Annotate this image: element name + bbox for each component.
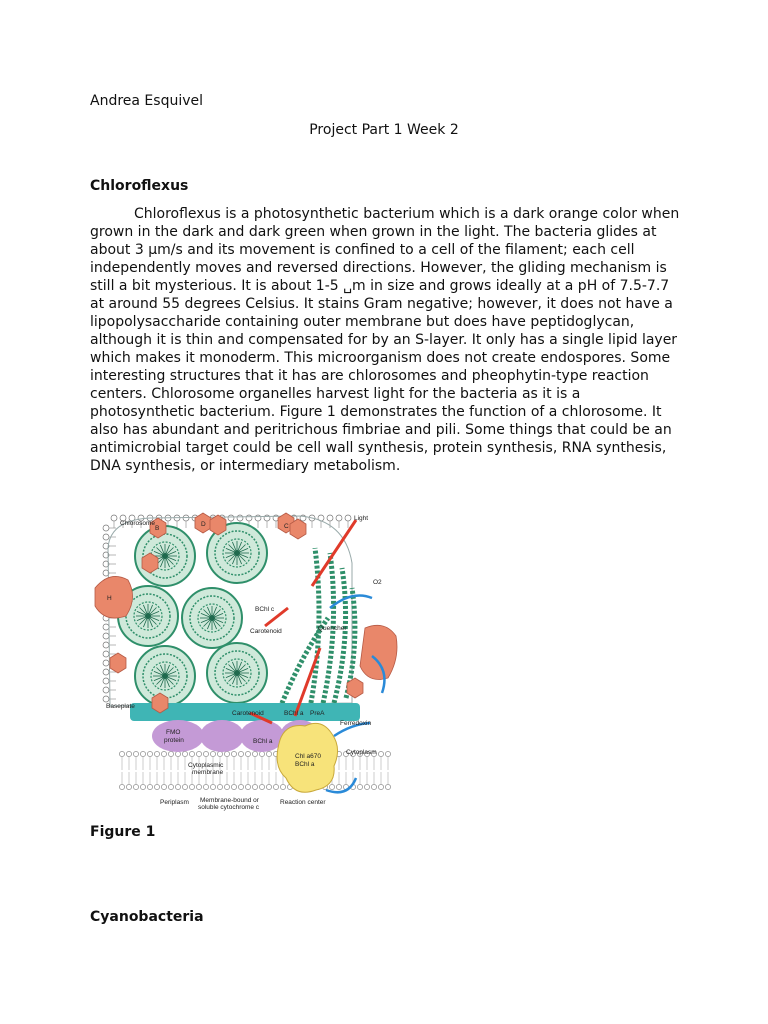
paragraph-line: independently moves and reversed directions. However, the gliding mechanism is — [90, 260, 667, 276]
membrane-lipid-bilayer — [119, 751, 390, 789]
chlorosome-diagram — [90, 508, 400, 813]
label-cytoplasm: Cytoplasm — [346, 749, 377, 756]
paragraph-line: which makes it monoderm. This microorganism does not create endospores. Some — [90, 350, 671, 366]
document-subtitle: Project Part 1 Week 2 — [309, 122, 459, 138]
label-ferredoxin: Ferredoxin — [340, 720, 372, 727]
label-membrane: membrane — [192, 769, 224, 776]
paragraph-line: although it is thin and compensated for by an S-layer. It only has a single lipid layer — [90, 332, 678, 348]
label-bchl-c: BChl c — [255, 606, 275, 613]
label-o2: O2 — [373, 579, 382, 586]
label-periplasm: Periplasm — [160, 799, 189, 806]
section-heading-cyanobacteria: Cyanobacteria — [90, 909, 204, 925]
label-baseplate: Baseplate — [106, 703, 135, 710]
label-protein-b: B — [155, 525, 160, 532]
label-chl-a670: Chl a670 — [295, 753, 322, 760]
label-soluble-cytochrome: soluble cytochrome c — [198, 804, 260, 811]
label-bchl-a-baseplate: BChl a — [284, 710, 304, 717]
figure-caption: Figure 1 — [90, 824, 156, 840]
label-prea: PreA — [310, 710, 325, 717]
label-bchl-a: BChl a — [253, 738, 273, 745]
label-light: Light — [354, 515, 369, 522]
paragraph-line: still a bit mysterious. It is about 1-5 ␣m in size and grows ideally at a pH of 7.5-7.7 — [90, 278, 670, 294]
label-bchl-a-rc: BChl a — [295, 761, 315, 768]
paragraph-line: DNA synthesis, or intermediary metabolism. — [90, 458, 401, 474]
paragraph-line: grown in the dark and dark green when grown in the light. The bacteria glides at — [90, 224, 657, 240]
paragraph-line: Chloroflexus is a photosynthetic bacterium which is a dark orange color when — [134, 206, 680, 222]
paragraph-line: photosynthetic bacterium. Figure 1 demonstrates the function of a chlorosome. It — [90, 404, 662, 420]
chloroflexus-paragraph — [90, 205, 680, 475]
paragraph-line: antimicrobial target could be cell wall synthesis, protein synthesis, RNA synthesis, — [90, 440, 667, 456]
label-protein-h: H — [107, 595, 112, 602]
label-protein-c: C — [284, 523, 289, 530]
label-chlorosome: Chlorosome — [120, 520, 156, 527]
paragraph-line: at around 55 degrees Celsius. It stains Gram negative; however, it does not have a — [90, 296, 673, 312]
paragraph-line: centers. Chlorosome organelles harvest light for the bacteria as it is a — [90, 386, 581, 402]
bacteriochlorophyll-rods — [118, 523, 267, 706]
paragraph-line: about 3 μm/s and its movement is confined to a cell of the filament; each cell — [90, 242, 635, 258]
author-name: Andrea Esquivel — [90, 93, 204, 109]
label-carotenoid-baseplate: Carotenoid — [232, 710, 264, 717]
paragraph-line: lipopolysaccharide containing outer membrane but does have peptidoglycan, — [90, 314, 635, 330]
label-quencher: Quencher — [318, 625, 347, 632]
label-fmo: FMO — [166, 729, 181, 736]
paragraph-line: interesting structures that it has are chlorosomes and pheophytin-type reaction — [90, 368, 649, 384]
label-protein: protein — [164, 737, 184, 744]
label-membrane-bound: Membrane-bound or — [200, 797, 259, 804]
label-carotenoid: Carotenoid — [250, 628, 282, 635]
label-cytoplasmic: Cytoplasmic — [188, 762, 224, 769]
section-heading-chloroflexus: Chloroflexus — [90, 178, 189, 194]
label-reaction-center: Reaction center — [280, 799, 326, 806]
label-protein-d: D — [201, 521, 206, 528]
paragraph-line: also has abundant and peritrichous fimbriae and pili. Some things that could be an — [90, 422, 672, 438]
